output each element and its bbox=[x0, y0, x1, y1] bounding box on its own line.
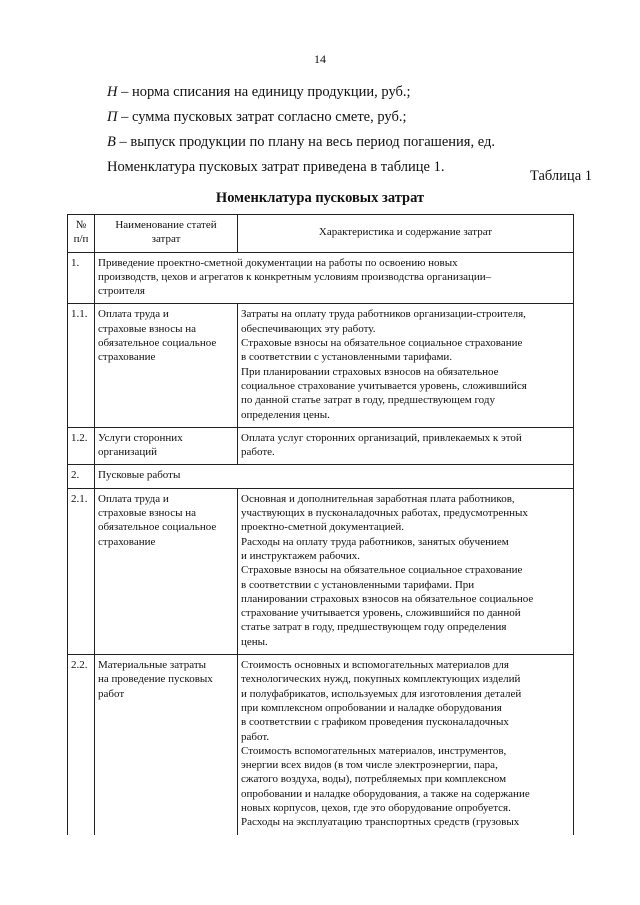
text-line: при комплексном опробовании и наладке оборудования bbox=[241, 701, 502, 714]
text-line: Стоимость вспомогательных материалов, инструментов, bbox=[241, 744, 507, 757]
text-line: обязательное социальное bbox=[98, 337, 217, 350]
formula-symbol: П bbox=[107, 109, 118, 125]
header-description: Характеристика и содержание затрат bbox=[238, 215, 574, 253]
text-line: Затраты на оплату труда работников организации-строителя, bbox=[241, 308, 526, 321]
text-line: Расходы на эксплуатацию транспортных средств (грузовых bbox=[241, 816, 520, 829]
text-line: Приведение проектно-сметной документации на работы по освоению новых bbox=[98, 256, 458, 269]
text-line: по данной статье затрат в году, предшествующем году bbox=[241, 394, 495, 407]
table-label: Таблица 1 bbox=[529, 168, 592, 184]
text-line: статье затрат в году, предшествующем году определения bbox=[241, 621, 507, 634]
text-line: социальное страхование учитывается уровень, сложившийся bbox=[241, 379, 527, 392]
text-line: Услуги сторонних bbox=[98, 431, 183, 444]
text-line: планировании страховых взносов на обязательное социальное bbox=[241, 592, 534, 605]
intro-line bbox=[107, 130, 495, 155]
header-number bbox=[68, 215, 95, 253]
costs-table bbox=[67, 214, 574, 835]
text-line: работ. bbox=[241, 730, 270, 743]
intro-line bbox=[107, 105, 495, 130]
text-line: проектно-сметной документацией. bbox=[241, 521, 405, 534]
text-line: строителя bbox=[98, 285, 145, 298]
intro-line bbox=[107, 80, 495, 105]
text-line: Материальные затраты bbox=[98, 659, 207, 672]
text-line: и полуфабрикатов, используемых для изготовления деталей bbox=[241, 687, 522, 700]
text-line: Стоимость основных и вспомогательных материалов для bbox=[241, 659, 509, 672]
text-line: Страховые взносы на обязательное социальное страхование bbox=[241, 337, 523, 350]
table-body bbox=[68, 252, 574, 834]
text-line: в соответствии с графиком проведения пусконаладочных bbox=[241, 716, 509, 729]
text-line: в соответствии с установленными тарифами. При bbox=[241, 578, 475, 591]
text-line: страховые взносы на bbox=[98, 507, 196, 520]
text-line: страхование учитывается уровень, сложившийся по данной bbox=[241, 607, 521, 620]
section-heading bbox=[95, 252, 574, 304]
text-line: опробовании и наладке оборудования, а также на содержание bbox=[241, 787, 530, 800]
text-line: При планировании страховых взносов на обязательное bbox=[241, 365, 499, 378]
text-line: технологических нужд, покупных комплектующих изделий bbox=[241, 673, 521, 686]
item-description bbox=[238, 655, 574, 835]
text-line: определения цены. bbox=[241, 408, 330, 421]
row-number: 1.2. bbox=[68, 427, 95, 465]
formula-symbol: В bbox=[107, 134, 116, 150]
table-row bbox=[68, 427, 574, 465]
header-item-name bbox=[95, 215, 238, 253]
text-line: в соответствии с установленными тарифами. bbox=[241, 351, 453, 364]
table-row bbox=[68, 655, 574, 835]
text-line: энергии всех видов (в том числе электроэнергии, пара, bbox=[241, 759, 498, 772]
formula-symbol: Н bbox=[107, 84, 118, 100]
table-row bbox=[68, 304, 574, 427]
text-line: работе. bbox=[241, 446, 275, 459]
header-line: затрат bbox=[151, 233, 181, 246]
table-row bbox=[68, 488, 574, 654]
text-line: Оплата труда и bbox=[98, 308, 169, 321]
text-line: Расходы на оплату труда работников, занятых обучением bbox=[241, 535, 509, 548]
text-line: обеспечивающих эту работу. bbox=[241, 322, 376, 335]
text-line: на проведение пусковых bbox=[98, 673, 213, 686]
item-description bbox=[238, 427, 574, 465]
row-number: 1. bbox=[68, 252, 95, 304]
symbol-definition: – норма списания на единицу продукции, руб.; bbox=[117, 84, 411, 100]
intro-note: Номенклатура пусковых затрат приведена в таблице 1. bbox=[107, 159, 445, 175]
item-name bbox=[95, 427, 238, 465]
symbol-definition: – сумма пусковых затрат согласно смете, руб.; bbox=[117, 109, 407, 125]
text-line: сжатого воздуха, воды), потребляемых при комплексном bbox=[241, 773, 507, 786]
text-line: новых корпусов, цехов, где это оборудование опробуется. bbox=[241, 801, 511, 814]
text-line: участвующих в пусконаладочных работах, предусмотренных bbox=[241, 507, 528, 520]
row-number: 2.2. bbox=[68, 655, 95, 835]
item-description bbox=[238, 488, 574, 654]
text-line: цены. bbox=[241, 635, 268, 648]
row-number: 2. bbox=[68, 465, 95, 488]
text-line: производств, цехов и агрегатов к конкретным условиям производства организации– bbox=[98, 270, 492, 283]
text-line: страховые взносы на bbox=[98, 322, 196, 335]
text-line: и инструктажем рабочих. bbox=[241, 549, 361, 562]
text-line: Страховые взносы на обязательное социальное страхование bbox=[241, 564, 523, 577]
header-line: Наименование статей bbox=[115, 219, 217, 231]
text-line: Оплата труда и bbox=[98, 492, 169, 505]
header-line: п/п bbox=[73, 233, 89, 246]
item-name bbox=[95, 488, 238, 654]
header-line: № bbox=[75, 219, 87, 231]
item-name bbox=[95, 304, 238, 427]
text-line: Пусковые работы bbox=[98, 469, 181, 482]
table-row bbox=[68, 465, 574, 488]
text-line: страхование bbox=[98, 535, 156, 548]
text-line: Оплата услуг сторонних организаций, привлекаемых к этой bbox=[241, 431, 522, 444]
symbol-definition: – выпуск продукции по плану на весь период погашения, ед. bbox=[115, 134, 495, 150]
row-number: 1.1. bbox=[68, 304, 95, 427]
text-line: страхование bbox=[98, 351, 156, 364]
text-line: Основная и дополнительная заработная плата работников, bbox=[241, 492, 515, 505]
text-line: работ bbox=[98, 687, 125, 700]
table-header-row bbox=[68, 215, 574, 253]
table-title: Номенклатура пусковых затрат bbox=[215, 190, 425, 206]
section-heading bbox=[95, 465, 574, 488]
page-number: 14 bbox=[314, 52, 326, 66]
row-number: 2.1. bbox=[68, 488, 95, 654]
text-line: организаций bbox=[98, 446, 158, 459]
item-name bbox=[95, 655, 238, 835]
text-line: обязательное социальное bbox=[98, 521, 217, 534]
table-row bbox=[68, 252, 574, 304]
item-description bbox=[238, 304, 574, 427]
intro-block bbox=[107, 80, 495, 180]
